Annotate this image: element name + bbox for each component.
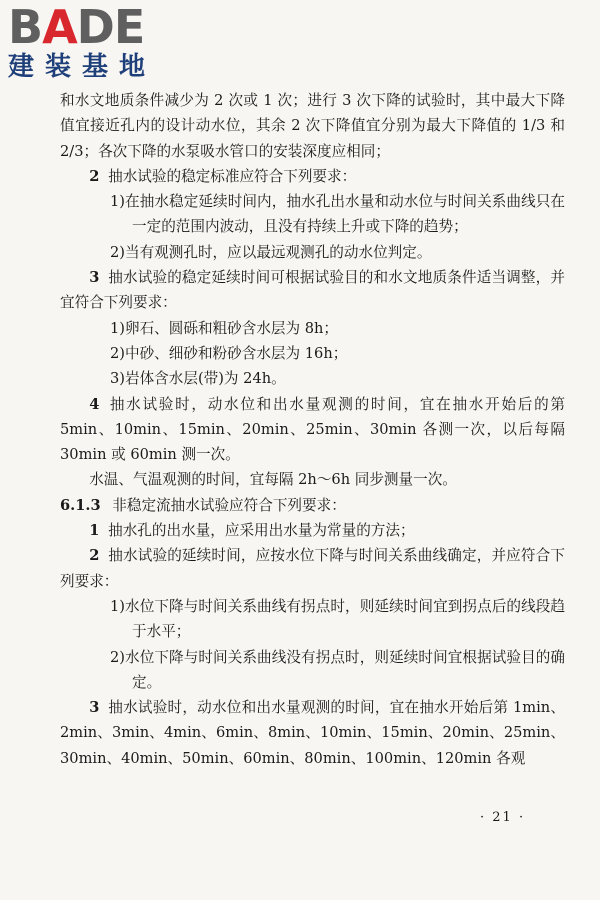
section-6-1-3 bbox=[60, 493, 565, 518]
logo-letter-b: B bbox=[8, 0, 43, 54]
subclause-s2-2: 2)水位下降与时间关系曲线没有拐点时，则延续时间宜根据试验目的确定。 bbox=[110, 648, 565, 691]
paragraph-continuation: 和水文地质条件减少为 2 次或 1 次；进行 3 次下降的试验时，其中最大下降值宜接近孔内的设计动水位，其余 2 次下降值宜分别为最大下降值的 1/3 和 2/3；各次下降的水泵吸水管口的安装深度应相同； bbox=[60, 92, 565, 160]
brand-logo bbox=[8, 0, 178, 82]
subclause-3-1: 1)卵石、圆砾和粗砂含水层为 8h； bbox=[110, 319, 339, 337]
subclause-3-3: 3)岩体含水层(带)为 24h。 bbox=[110, 370, 286, 388]
logo-subtitle: 建装基地 bbox=[8, 52, 157, 82]
clause-text: 抽水试验的稳定延续时间可根据试验目的和水文地质条件适当调整，并宜符合下列要求： bbox=[60, 269, 565, 312]
page-number: · 21 · bbox=[480, 810, 526, 825]
clause-number: 2 bbox=[89, 167, 100, 185]
clause-s2 bbox=[60, 543, 565, 594]
logo-letter-a: A bbox=[42, 0, 77, 54]
clause-number: 1 bbox=[89, 522, 100, 540]
clause-2 bbox=[60, 164, 565, 189]
clause-number: 4 bbox=[89, 395, 100, 413]
clause-3 bbox=[60, 265, 565, 316]
subclause-2-1: 1)在抽水稳定延续时间内，抽水孔出水量和动水位与时间关系曲线只在一定的范围内波动，且没有持续上升或下降的趋势； bbox=[110, 193, 565, 236]
clause-text: 抽水试验的延续时间，应按水位下降与时间关系曲线确定，并应符合下列要求： bbox=[60, 547, 565, 590]
document-body bbox=[60, 88, 565, 771]
clause-number: 3 bbox=[89, 269, 100, 287]
logo-letters-de: DE bbox=[76, 0, 145, 54]
clause-text: 抽水试验时，动水位和出水量观测的时间，宜在抽水开始后第 1min、2min、3min、4min、6min、8min、10min、15min、20min、25min、30min、40min、50min、60min、80min、100min、120min 各观 bbox=[60, 699, 565, 767]
subclause-s2-1: 1)水位下降与时间关系曲线有拐点时，则延续时间宜到拐点后的线段趋于水平； bbox=[110, 597, 565, 641]
clause-number: 3 bbox=[89, 699, 100, 717]
clause-text: 抽水试验的稳定标准应符合下列要求： bbox=[108, 167, 357, 185]
subclause-2-2: 2)当有观测孔时，应以最远观测孔的动水位判定。 bbox=[110, 243, 432, 261]
section-text: 非稳定流抽水试验应符合下列要求： bbox=[112, 496, 346, 514]
logo-wordmark bbox=[8, 0, 178, 54]
subclause-3-2: 2)中砂、细砂和粉砂含水层为 16h； bbox=[110, 344, 348, 362]
clause-text: 抽水试验时，动水位和出水量观测的时间，宜在抽水开始后的第 5min、10min、15min、20min、25min、30min 各测一次，以后每隔 30min 或 60min 测一次。 bbox=[60, 395, 565, 464]
clause-s1 bbox=[60, 518, 565, 543]
section-number: 6.1.3 bbox=[60, 496, 101, 514]
paragraph-temperature: 水温、气温观测的时间，宜每隔 2h～6h 同步测量一次。 bbox=[89, 471, 457, 489]
clause-text: 抽水孔的出水量，应采用出水量为常量的方法； bbox=[108, 522, 415, 540]
clause-number: 2 bbox=[89, 547, 100, 565]
clause-s3 bbox=[60, 695, 565, 771]
clause-4 bbox=[60, 392, 565, 468]
